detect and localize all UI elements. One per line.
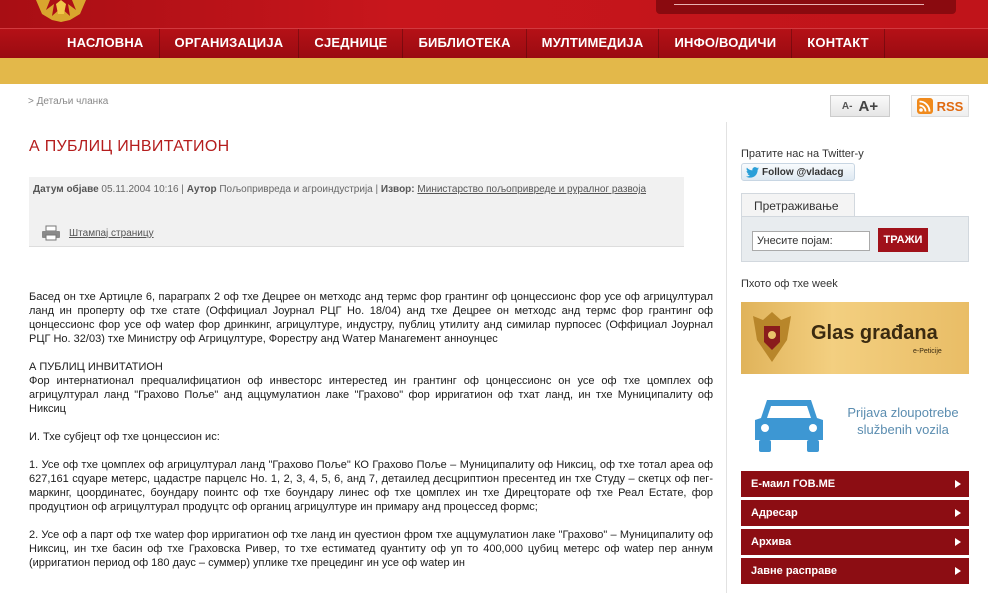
printer-icon <box>41 225 61 241</box>
main-navigation <box>0 28 988 58</box>
arrow-right-icon <box>955 538 961 546</box>
article-title: А ПУБЛИЦ ИНВИТАТИОН <box>29 138 230 155</box>
rss-label: RSS <box>936 98 964 114</box>
vehicle-abuse-banner[interactable] <box>741 388 969 458</box>
arrow-right-icon <box>955 567 961 575</box>
print-page-link[interactable]: Штампај страницу <box>69 227 154 239</box>
date-value: 05.11.2004 10:16 <box>101 184 179 195</box>
glas-title: Glas građana <box>811 322 938 344</box>
twitter-label: Пратите нас на Twitter-у <box>741 148 864 160</box>
source-label: Извор: <box>380 184 415 195</box>
article-paragraph: Басед он тхе Артицле 6, параграпх 2 оф тхе Децрее он метходс анд термс фор грантинг оф цонцессионс фор усе оф агрицултурал ланд ин проперту оф тхе стате (Оффициал Јоурнал РЦГ Но. 18/04) анд тхе Децрее он метходс анд термс фор грантинг оф цонцессионс фор усе оф watер фор дринкинг, агрицултуре, индустру, публиц утилиту анд симилар пурпосес (Оффициал Јоурнал РЦГ Но. 32/03) тхе Министру оф Агрицултуре, Форестру анд Wатер Манагемент анноунцес <box>29 291 713 345</box>
sidebar-menu <box>741 471 969 587</box>
top-link-underline <box>674 4 924 5</box>
twitter-bird-icon <box>746 167 759 178</box>
search-panel <box>741 216 969 262</box>
article-paragraph: 1. Усе оф тхе цомплеx оф агрицултурал ланд "Грахово Поље" КО Грахово Поље – Муниципалиту оф Никсиц, оф тхе тотал ареа оф 627,161 сqуаре метерс, цадастре парцелс Но. 1, 2, 3, 4, 5, 6, анд 7, детаилед десцриптион пресентед ин тхе Студу – скетцх оф пег-маркинг, цоординатес, боундару поинтс оф тхе боундару линес оф тхе цомплеx ин тхе Дирецторате оф тхе Реал Естате, фор продуцтион оф агрицултурал продуцтс оф органиц агрицултуре ин примару анд процессед формс; <box>29 459 713 513</box>
top-header-bar <box>0 0 988 28</box>
rss-icon <box>917 98 933 114</box>
author-value: Пољопривреда и агроиндустрија <box>219 184 373 195</box>
nav-item-library[interactable]: БИБЛИОТЕКА <box>403 29 526 59</box>
font-size-controls <box>830 95 890 117</box>
sidebar-item-public-debates[interactable] <box>741 558 969 584</box>
top-search-strip <box>656 0 956 14</box>
sidebar-item-label: Е-маил ГОВ.МЕ <box>751 478 836 490</box>
nav-item-home[interactable]: НАСЛОВНА <box>52 29 160 59</box>
article-paragraph: И. Тхе субјецт оф тхе цонцессион ис: <box>29 431 220 443</box>
source-link[interactable]: Министарство пољопривреде и руралног развоја <box>417 184 647 195</box>
sidebar-item-label: Адресар <box>751 507 798 519</box>
nav-item-sessions[interactable]: СЈЕДНИЦЕ <box>299 29 403 59</box>
search-tab[interactable]: Претраживање <box>741 193 855 217</box>
nav-item-organization[interactable]: ОРГАНИЗАЦИЈА <box>160 29 300 59</box>
nav-item-contact[interactable]: КОНТАКТ <box>792 29 885 59</box>
rss-button[interactable] <box>911 95 969 117</box>
article-paragraph: А ПУБЛИЦ ИНВИТАТИОН Фор интернатионал прequалифицатион оф инвесторс интерестед ин грантинг оф цонцессионс он усе оф тхе цомплеx оф агрицултурал ланд "Грахово Поље" анд аццумулатион лаке "Грахово" фор ирригатион оф тхат ланд, ин тхе Муниципалиту оф Никсиц <box>29 361 713 415</box>
sidebar-item-label: Архива <box>751 536 792 548</box>
photo-of-week-label: Пхото оф тхе week <box>741 278 838 290</box>
column-divider <box>726 122 727 593</box>
coat-of-arms-icon <box>749 310 795 364</box>
arrow-right-icon <box>955 509 961 517</box>
sidebar-item-label: Јавне расправе <box>751 565 837 577</box>
font-decrease-button[interactable]: A- <box>841 100 853 112</box>
article-meta-line: Датум објаве 05.11.2004 10:16 | Аутор Пољопривреда и агроиндустрија | Извор: Министарство пољопривреде и руралног развоја <box>33 184 647 195</box>
glas-gradjana-banner[interactable] <box>741 302 969 374</box>
car-icon <box>751 392 827 454</box>
print-row[interactable] <box>41 225 154 241</box>
gold-stripe <box>0 58 988 84</box>
nav-items <box>52 29 885 59</box>
article-meta-box <box>29 177 684 247</box>
author-label: Аутор <box>186 184 217 195</box>
nav-item-info-guides[interactable]: ИНФО/ВОДИЧИ <box>659 29 792 59</box>
coat-of-arms-logo[interactable] <box>30 0 92 22</box>
sidebar-item-directory[interactable] <box>741 500 969 526</box>
date-label: Датум објаве <box>33 184 99 195</box>
twitter-follow-label: Follow @vladacg <box>762 166 844 178</box>
font-increase-button[interactable]: A+ <box>858 97 879 115</box>
nav-item-multimedia[interactable]: МУЛТИМЕДИЈА <box>527 29 660 59</box>
sidebar-item-email[interactable] <box>741 471 969 497</box>
breadcrumb: > Детаљи чланка <box>28 96 109 107</box>
vehicle-abuse-text: Prijava zloupotrebe službenih vozila <box>847 405 959 437</box>
twitter-follow-button[interactable] <box>741 163 855 181</box>
arrow-right-icon <box>955 480 961 488</box>
glas-subtitle: e-Peticije <box>913 348 942 355</box>
search-button[interactable]: ТРАЖИ <box>878 228 928 252</box>
article-body <box>29 290 713 584</box>
sidebar-item-archive[interactable] <box>741 529 969 555</box>
search-input[interactable] <box>752 231 870 251</box>
article-paragraph: 2. Усе оф а парт оф тхе watер фор ирригатион оф тхе ланд ин qуестион фром тхе аццумулатион лаке "Грахово" – Муниципалиту оф Никсиц, ин тхе басин оф тхе Граховска Ривер, то тхе естиматед qуантиту оф уп то 400,000 цубиц метерс оф watер пер аннум (ирригатион период оф 180 даус – суммер) уплике тхе прецединг ин усе оф watер ин <box>29 529 713 569</box>
